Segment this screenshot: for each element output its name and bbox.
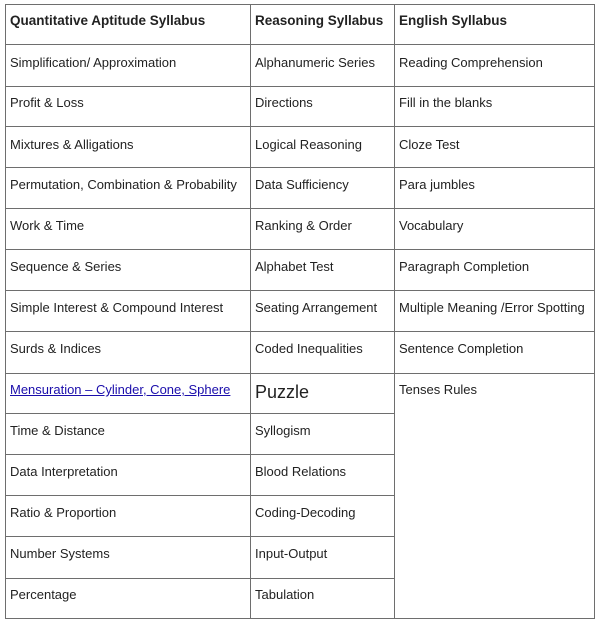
reasoning-topic: Syllogism bbox=[255, 423, 311, 438]
quant-topic: Number Systems bbox=[10, 546, 110, 561]
english-topic: Tenses Rules bbox=[399, 382, 478, 397]
quant-topic: Mixtures & Alligations bbox=[10, 137, 134, 152]
quant-topic: Surds & Indices bbox=[10, 341, 102, 356]
quant-topic: Time & Distance bbox=[10, 423, 105, 438]
row-border bbox=[5, 331, 595, 332]
row-border bbox=[5, 167, 595, 168]
row-border bbox=[5, 454, 395, 455]
reasoning-topic: Coding-Decoding bbox=[255, 505, 356, 520]
row-border bbox=[5, 578, 395, 579]
reasoning-topic: Ranking & Order bbox=[255, 218, 352, 233]
reasoning-topic: Blood Relations bbox=[255, 464, 347, 479]
english-topic: Multiple Meaning /Error Spotting bbox=[399, 300, 585, 315]
quant-topic: Data Interpretation bbox=[10, 464, 118, 479]
table-border-right bbox=[594, 4, 595, 618]
quant-topic: Sequence & Series bbox=[10, 259, 122, 274]
row-border bbox=[5, 126, 595, 127]
row-border bbox=[5, 495, 395, 496]
reasoning-topic: Alphanumeric Series bbox=[255, 55, 375, 70]
header-reasoning: Reasoning Syllabus bbox=[255, 13, 384, 28]
reasoning-topic: Logical Reasoning bbox=[255, 137, 362, 152]
row-border bbox=[5, 373, 595, 374]
english-topic: Paragraph Completion bbox=[399, 259, 530, 274]
reasoning-topic: Input-Output bbox=[255, 546, 328, 561]
row-border bbox=[5, 249, 595, 250]
reasoning-topic: Tabulation bbox=[255, 587, 315, 602]
row-border bbox=[5, 290, 595, 291]
reasoning-topic: Data Sufficiency bbox=[255, 177, 349, 192]
quant-topic: Work & Time bbox=[10, 218, 85, 233]
row-border bbox=[5, 86, 595, 87]
reasoning-topic: Alphabet Test bbox=[255, 259, 334, 274]
row-border bbox=[5, 4, 595, 5]
header-english: English Syllabus bbox=[399, 13, 508, 28]
table-border-bottom bbox=[5, 618, 595, 619]
english-topic: Cloze Test bbox=[399, 137, 460, 152]
english-topic: Para jumbles bbox=[399, 177, 475, 192]
row-border bbox=[5, 208, 595, 209]
quant-topic: Permutation, Combination & Probability bbox=[10, 177, 237, 192]
quant-topic: Ratio & Proportion bbox=[10, 505, 117, 520]
mensuration-link[interactable]: Mensuration – Cylinder, Cone, Sphere bbox=[10, 382, 231, 397]
english-topic: Reading Comprehension bbox=[399, 55, 543, 70]
header-quantitative-aptitude: Quantitative Aptitude Syllabus bbox=[10, 13, 206, 28]
reasoning-topic: Puzzle bbox=[255, 382, 310, 402]
row-border bbox=[5, 44, 595, 45]
quant-topic: Profit & Loss bbox=[10, 95, 84, 110]
quant-topic: Simplification/ Approximation bbox=[10, 55, 177, 70]
quant-topic: Percentage bbox=[10, 587, 77, 602]
quant-topic: Simple Interest & Compound Interest bbox=[10, 300, 224, 315]
row-border bbox=[5, 536, 395, 537]
english-topic: Fill in the blanks bbox=[399, 95, 493, 110]
reasoning-topic: Coded Inequalities bbox=[255, 341, 363, 356]
reasoning-topic: Seating Arrangement bbox=[255, 300, 378, 315]
english-topic: Vocabulary bbox=[399, 218, 464, 233]
english-topic: Sentence Completion bbox=[399, 341, 524, 356]
reasoning-topic: Directions bbox=[255, 95, 313, 110]
row-border bbox=[5, 413, 395, 414]
